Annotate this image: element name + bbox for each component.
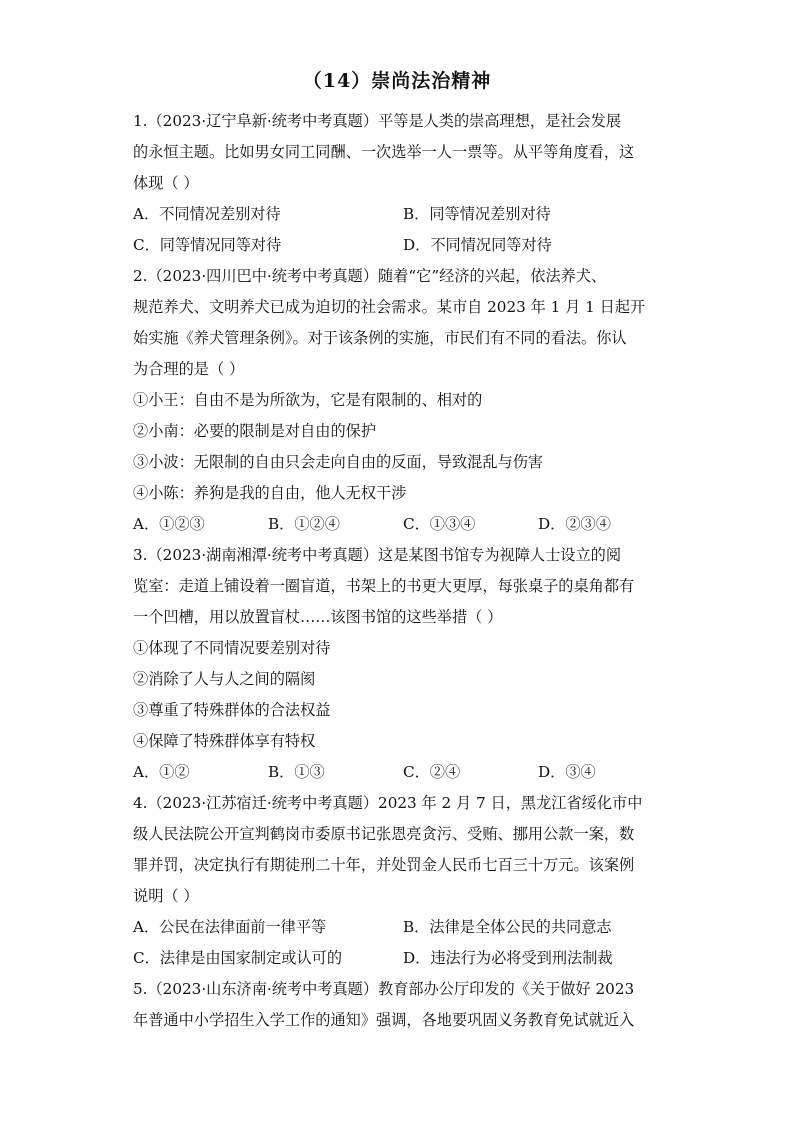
question-text-line: 3.（2023·湖南湘潭·统考中考真题）这是某图书馆专为视障人士设立的阅	[133, 546, 622, 564]
option-a: A．①②	[133, 763, 190, 781]
option-d: D．③④	[538, 763, 596, 781]
option-a: A．①②③	[133, 515, 205, 533]
question-text-line: 5.（2023·山东济南·统考中考真题）教育部办公厅印发的《关于做好 2023	[133, 980, 635, 998]
statement-item: ③小波：无限制的自由只会走向自由的反面，导致混乱与伤害	[133, 453, 544, 471]
option-b: B．法律是全体公民的共同意志	[403, 918, 612, 936]
question-text-line: 为合理的是（ ）	[133, 360, 245, 378]
question-text-line: 级人民法院公开宣判鹤岗市委原书记张恩亮贪污、受贿、挪用公款一案，数	[133, 825, 635, 843]
option-a: A．公民在法律面前一律平等	[133, 918, 327, 936]
statement-item: ①体现了不同情况要差别对待	[133, 639, 331, 657]
option-row	[133, 912, 673, 943]
option-row	[133, 757, 673, 788]
question-text-line: 4.（2023·江苏宿迁·统考中考真题）2023 年 2 月 7 日，黑龙江省绥化市中	[133, 794, 643, 812]
option-c: C．同等情况同等对待	[133, 236, 282, 254]
statement-item: ④保障了特殊群体享有特权	[133, 732, 316, 750]
question-text-line: 体现（ ）	[133, 174, 199, 192]
question-list	[133, 106, 673, 1036]
question-text-line: 说明（ ）	[133, 887, 199, 905]
statement-item: ④小陈：养狗是我的自由，他人无权干涉	[133, 484, 407, 502]
statement-item: ①小王：自由不是为所欲为，它是有限制的、相对的	[133, 391, 483, 409]
question-text-line: 年普通中小学招生入学工作的通知》强调，各地要巩固义务教育免试就近入	[133, 1011, 635, 1029]
option-row	[133, 509, 673, 540]
question-text-line: 罪并罚，决定执行有期徒刑二十年，并处罚金人民币七百三十万元。该案例	[133, 856, 635, 874]
option-a: A．不同情况差别对待	[133, 205, 281, 223]
option-row	[133, 943, 673, 974]
option-row	[133, 199, 673, 230]
option-c: C．②④	[403, 763, 461, 781]
statement-item: ②小南：必要的限制是对自由的保护	[133, 422, 376, 440]
question-text-line: 的永恒主题。比如男女同工同酬、一次选举一人一票等。从平等角度看，这	[133, 143, 635, 161]
option-d: D．②③④	[538, 515, 611, 533]
question-text-line: 规范养犬、文明养犬已成为迫切的社会需求。某市自 2023 年 1 月 1 日起开	[133, 298, 646, 316]
question-2	[133, 261, 673, 540]
question-text-line: 一个凹槽，用以放置盲杖……该图书馆的这些举措（ ）	[133, 608, 503, 626]
question-text-line: 始实施《养犬管理条例》。对于该条例的实施，市民们有不同的看法。你认	[133, 329, 627, 347]
option-b: B．同等情况差别对待	[403, 205, 551, 223]
question-4	[133, 788, 673, 974]
question-text-line: 览室：走道上铺设着一圈盲道，书架上的书更大更厚，每张桌子的桌角都有	[133, 577, 635, 595]
question-text-line: 2.（2023·四川巴中·统考中考真题）随着“它”经济的兴起，依法养犬、	[133, 267, 607, 285]
statement-item: ②消除了人与人之间的隔阂	[133, 670, 316, 688]
question-1	[133, 106, 673, 261]
option-row	[133, 230, 673, 261]
option-b: B．①②④	[268, 515, 340, 533]
option-d: D．违法行为必将受到刑法制裁	[403, 949, 613, 967]
option-c: C．法律是由国家制定或认可的	[133, 949, 343, 967]
question-text-line: 1.（2023·辽宁阜新·统考中考真题）平等是人类的崇高理想，是社会发展	[133, 112, 622, 130]
question-3	[133, 540, 673, 788]
page-title: （14）崇尚法治精神	[302, 70, 492, 92]
option-d: D．不同情况同等对待	[403, 236, 552, 254]
question-5	[133, 974, 673, 1036]
option-b: B．①③	[268, 763, 325, 781]
statement-item: ③尊重了特殊群体的合法权益	[133, 701, 331, 719]
option-c: C．①③④	[403, 515, 476, 533]
